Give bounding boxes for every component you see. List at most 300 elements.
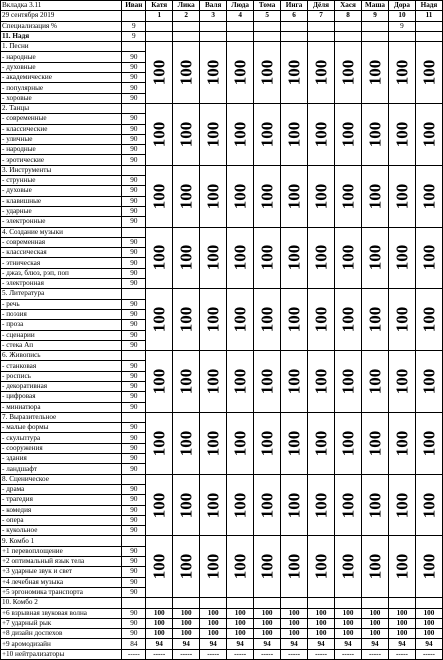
person-number: 2 <box>173 11 200 21</box>
block-value: 100 <box>365 492 385 518</box>
item-value: 90 <box>122 258 146 268</box>
combo2-value: 100 <box>254 618 281 628</box>
block-value: 100 <box>365 121 385 148</box>
item-value: 90 <box>122 330 146 340</box>
block-cell <box>362 165 389 227</box>
section-header-row <box>1 227 443 237</box>
block-cell <box>362 42 389 104</box>
empty-cell <box>254 21 281 31</box>
block-value: 100 <box>284 59 304 86</box>
block-cell <box>227 227 254 289</box>
block-cell <box>227 474 254 536</box>
empty-cell <box>308 31 335 41</box>
combo2-value: ----- <box>281 649 308 659</box>
block-cell <box>173 474 200 536</box>
block-value: 100 <box>230 183 250 209</box>
block-cell <box>362 474 389 536</box>
item-value: 90 <box>122 114 146 124</box>
combo2-value: 100 <box>173 629 200 639</box>
person-name: Иван <box>122 1 146 11</box>
block-cell <box>335 103 362 165</box>
item-label: - декоративная <box>1 381 122 391</box>
block-value: 100 <box>338 183 358 209</box>
block-cell <box>308 351 335 413</box>
combo2-value: 100 <box>388 608 415 618</box>
person-name: Маша <box>362 1 389 11</box>
item-label: - цифровая <box>1 392 122 402</box>
section-header-row <box>1 165 443 175</box>
block-value: 100 <box>419 245 439 271</box>
block-cell <box>281 351 308 413</box>
combo2-value: ----- <box>173 649 200 659</box>
item-value: 90 <box>122 546 146 556</box>
combo2-value: ----- <box>227 649 254 659</box>
block-cell <box>173 289 200 351</box>
combo2-value: 100 <box>388 618 415 628</box>
combo2-value: 100 <box>335 629 362 639</box>
block-value: 100 <box>176 59 196 86</box>
item-label: - стека Ап <box>1 340 122 350</box>
block-cell <box>335 474 362 536</box>
spec-row <box>1 21 443 31</box>
item-label: +4 лечебная музыка <box>1 577 122 587</box>
combo2-value: 100 <box>335 618 362 628</box>
block-value: 100 <box>365 430 385 457</box>
block-value: 100 <box>311 59 331 86</box>
item-value: 90 <box>122 299 146 309</box>
item-label: +5 эргономика транспорта <box>1 587 122 597</box>
block-value: 100 <box>176 306 196 333</box>
empty-cell <box>254 598 281 608</box>
combo2-value: 94 <box>146 639 173 649</box>
item-value: 90 <box>122 268 146 278</box>
empty-cell <box>173 598 200 608</box>
item-label: - речь <box>1 299 122 309</box>
combo2-value: 100 <box>146 608 173 618</box>
item-value: 90 <box>122 155 146 165</box>
section-header-row <box>1 103 443 113</box>
block-value: 100 <box>365 183 385 209</box>
block-cell <box>415 351 442 413</box>
block-cell <box>415 227 442 289</box>
block-value: 100 <box>365 245 385 271</box>
block-cell <box>308 227 335 289</box>
block-value: 100 <box>149 306 169 333</box>
block-value: 100 <box>257 368 277 395</box>
empty-cell <box>388 598 415 608</box>
block-value: 100 <box>365 59 385 86</box>
block-cell <box>281 165 308 227</box>
block-cell <box>415 289 442 351</box>
item-label: - электронная <box>1 279 122 289</box>
person-name: Валя <box>200 1 227 11</box>
combo2-label: +8 дизайн доспехов <box>1 629 122 639</box>
block-cell <box>308 474 335 536</box>
item-label: - струнные <box>1 176 122 186</box>
empty-cell <box>146 598 173 608</box>
combo2-value: 100 <box>415 629 442 639</box>
block-value: 100 <box>419 430 439 457</box>
item-label: - современные <box>1 114 122 124</box>
item-value: 90 <box>122 217 146 227</box>
block-cell <box>335 412 362 474</box>
item-value: 90 <box>122 145 146 155</box>
person-name: Люда <box>227 1 254 11</box>
person-number: 8 <box>335 11 362 21</box>
block-cell <box>146 351 173 413</box>
block-value: 100 <box>203 430 223 457</box>
item-label: - академические <box>1 73 122 83</box>
block-value: 100 <box>392 59 412 86</box>
block-cell <box>254 536 281 598</box>
block-value: 100 <box>203 121 223 148</box>
block-value: 100 <box>203 368 223 395</box>
block-value: 100 <box>392 492 412 518</box>
combo2-value: 100 <box>362 618 389 628</box>
empty-cell <box>146 31 173 41</box>
person-number: 3 <box>200 11 227 21</box>
block-value: 100 <box>311 430 331 457</box>
person-number: 5 <box>254 11 281 21</box>
empty-cell <box>362 598 389 608</box>
item-value: 90 <box>122 526 146 536</box>
item-label: - проза <box>1 320 122 330</box>
item-value: 90 <box>122 464 146 474</box>
spec-value: 9 <box>122 21 146 31</box>
combo2-value: 94 <box>415 639 442 649</box>
combo2-value: ----- <box>335 649 362 659</box>
combo2-value: 94 <box>335 639 362 649</box>
item-label: - трагедия <box>1 495 122 505</box>
block-value: 100 <box>149 368 169 395</box>
block-value: 100 <box>203 306 223 333</box>
header-row-names <box>1 1 443 11</box>
person-number: 10 <box>388 11 415 21</box>
block-value: 100 <box>203 492 223 518</box>
combo2-row <box>1 649 443 659</box>
block-value: 100 <box>230 368 250 395</box>
item-label: - опера <box>1 515 122 525</box>
block-cell <box>254 474 281 536</box>
empty-cell <box>200 21 227 31</box>
block-cell <box>200 289 227 351</box>
block-cell <box>146 289 173 351</box>
combo2-value: 94 <box>173 639 200 649</box>
block-value: 100 <box>284 430 304 457</box>
combo2-ivan-value: 90 <box>122 629 146 639</box>
block-value: 100 <box>284 306 304 333</box>
item-value: 90 <box>122 248 146 258</box>
item-value: 90 <box>122 62 146 72</box>
combo2-value: 94 <box>362 639 389 649</box>
block-value: 100 <box>419 183 439 209</box>
block-cell <box>146 103 173 165</box>
item-value: 90 <box>122 309 146 319</box>
block-value: 100 <box>203 59 223 86</box>
block-value: 100 <box>338 492 358 518</box>
block-value: 100 <box>149 59 169 86</box>
combo2-row <box>1 639 443 649</box>
block-cell <box>308 165 335 227</box>
block-cell <box>362 351 389 413</box>
item-value: 90 <box>122 320 146 330</box>
item-value: 90 <box>122 484 146 494</box>
block-cell <box>308 289 335 351</box>
item-label: - драма <box>1 484 122 494</box>
item-label: - популярные <box>1 83 122 93</box>
block-value: 100 <box>284 554 304 580</box>
block-value: 100 <box>149 492 169 518</box>
combo2-value: 94 <box>254 639 281 649</box>
combo2-value: 94 <box>281 639 308 649</box>
item-value: 90 <box>122 423 146 433</box>
item-value: 90 <box>122 433 146 443</box>
block-value: 100 <box>176 492 196 518</box>
combo2-value: ----- <box>146 649 173 659</box>
block-cell <box>200 474 227 536</box>
combo2-ivan-value: 90 <box>122 618 146 628</box>
section-title: 1. Песни <box>1 42 122 52</box>
item-label: - классическая <box>1 248 122 258</box>
block-cell <box>362 536 389 598</box>
combo2-ivan-value: 90 <box>122 608 146 618</box>
empty-cell <box>122 165 146 175</box>
block-value: 100 <box>338 306 358 333</box>
combo2-ivan-value: ----- <box>122 649 146 659</box>
item-label: +1 перевоплощение <box>1 546 122 556</box>
combo2-value: 100 <box>200 608 227 618</box>
person-name: Хася <box>335 1 362 11</box>
combo2-value: ----- <box>388 649 415 659</box>
block-cell <box>173 103 200 165</box>
item-value: 90 <box>122 557 146 567</box>
item-label: - современная <box>1 237 122 247</box>
block-cell <box>335 42 362 104</box>
item-value: 90 <box>122 124 146 134</box>
block-value: 100 <box>230 121 250 148</box>
block-cell <box>227 289 254 351</box>
empty-cell <box>388 31 415 41</box>
block-cell <box>308 42 335 104</box>
block-cell <box>254 351 281 413</box>
block-value: 100 <box>230 59 250 86</box>
block-cell <box>146 412 173 474</box>
block-value: 100 <box>284 245 304 271</box>
combo2-value: 94 <box>308 639 335 649</box>
block-value: 100 <box>392 183 412 209</box>
block-value: 100 <box>311 368 331 395</box>
block-cell <box>254 42 281 104</box>
item-label: - сценарии <box>1 330 122 340</box>
section-title: 9. Комбо 1 <box>1 536 122 546</box>
combo2-value: 100 <box>227 608 254 618</box>
block-cell <box>362 289 389 351</box>
block-cell <box>281 227 308 289</box>
block-cell <box>335 351 362 413</box>
block-value: 100 <box>311 492 331 518</box>
block-cell <box>415 42 442 104</box>
empty-cell <box>415 598 442 608</box>
section-title: 5. Литература <box>1 289 122 299</box>
block-cell <box>227 42 254 104</box>
block-cell <box>173 412 200 474</box>
block-value: 100 <box>257 59 277 86</box>
item-value: 90 <box>122 83 146 93</box>
item-value: 90 <box>122 237 146 247</box>
block-cell <box>308 536 335 598</box>
block-cell <box>415 412 442 474</box>
block-cell <box>146 474 173 536</box>
combo2-value: 100 <box>254 629 281 639</box>
item-value: 90 <box>122 186 146 196</box>
block-value: 100 <box>257 306 277 333</box>
empty-cell <box>200 598 227 608</box>
combo2-row <box>1 608 443 618</box>
block-value: 100 <box>392 121 412 148</box>
block-cell <box>200 165 227 227</box>
combo2-value: 100 <box>146 629 173 639</box>
item-label: +3 ударные звук и свет <box>1 567 122 577</box>
item-label: - эротические <box>1 155 122 165</box>
combo2-value: 100 <box>173 608 200 618</box>
empty-cell <box>122 227 146 237</box>
block-cell <box>281 289 308 351</box>
section-header-row <box>1 474 443 484</box>
item-value: 90 <box>122 361 146 371</box>
item-label: - миниатюра <box>1 402 122 412</box>
person-number: 9 <box>362 11 389 21</box>
nadya-row <box>1 31 443 41</box>
item-label: - роспись <box>1 371 122 381</box>
item-value: 90 <box>122 505 146 515</box>
combo2-header-row <box>1 598 443 608</box>
block-cell <box>146 165 173 227</box>
combo2-value: 100 <box>200 618 227 628</box>
combo2-value: 100 <box>415 608 442 618</box>
person-number: 6 <box>281 11 308 21</box>
block-cell <box>388 289 415 351</box>
block-value: 100 <box>257 183 277 209</box>
item-label: - кукольное <box>1 526 122 536</box>
item-label: - этническая <box>1 258 122 268</box>
empty-cell <box>335 21 362 31</box>
item-label: - классические <box>1 124 122 134</box>
block-cell <box>254 227 281 289</box>
item-value: 90 <box>122 340 146 350</box>
block-value: 100 <box>176 430 196 457</box>
block-value: 100 <box>257 121 277 148</box>
section-header-row <box>1 412 443 422</box>
empty-cell <box>173 21 200 31</box>
block-cell <box>200 103 227 165</box>
empty-cell <box>122 289 146 299</box>
block-cell <box>335 536 362 598</box>
block-cell <box>388 351 415 413</box>
combo2-value: 100 <box>308 618 335 628</box>
block-cell <box>173 351 200 413</box>
section-header-row <box>1 351 443 361</box>
item-value: 90 <box>122 206 146 216</box>
block-cell <box>335 289 362 351</box>
item-value: 90 <box>122 279 146 289</box>
block-value: 100 <box>284 492 304 518</box>
block-value: 100 <box>176 554 196 580</box>
block-cell <box>308 103 335 165</box>
person-number: 1 <box>146 11 173 21</box>
person-name: Лика <box>173 1 200 11</box>
item-value: 90 <box>122 52 146 62</box>
block-cell <box>388 474 415 536</box>
block-value: 100 <box>392 430 412 457</box>
block-cell <box>227 103 254 165</box>
block-cell <box>227 536 254 598</box>
empty-cell <box>335 31 362 41</box>
person-name: Инга <box>281 1 308 11</box>
block-cell <box>200 412 227 474</box>
block-value: 100 <box>230 492 250 518</box>
block-cell <box>200 227 227 289</box>
combo2-row <box>1 618 443 628</box>
empty-cell <box>362 21 389 31</box>
empty-cell <box>146 21 173 31</box>
block-cell <box>362 227 389 289</box>
block-cell <box>200 351 227 413</box>
combo2-value: 100 <box>281 608 308 618</box>
block-value: 100 <box>338 368 358 395</box>
block-value: 100 <box>365 368 385 395</box>
empty-cell <box>415 21 442 31</box>
empty-cell <box>227 31 254 41</box>
combo2-title: 10. Комбо 2 <box>1 598 122 608</box>
section-title: 7. Выразительное <box>1 412 122 422</box>
item-value: 90 <box>122 454 146 464</box>
combo2-value: 94 <box>388 639 415 649</box>
combo2-value: ----- <box>200 649 227 659</box>
empty-cell <box>281 21 308 31</box>
empty-cell <box>254 31 281 41</box>
section-header-row <box>1 42 443 52</box>
block-cell <box>173 165 200 227</box>
block-cell <box>415 536 442 598</box>
empty-cell <box>122 536 146 546</box>
item-value: 90 <box>122 392 146 402</box>
block-value: 100 <box>257 430 277 457</box>
block-value: 100 <box>338 59 358 86</box>
block-cell <box>335 165 362 227</box>
item-label: +2 оптимальный язык тела <box>1 557 122 567</box>
row11-label: 11. Надя <box>1 31 122 41</box>
block-cell <box>227 165 254 227</box>
combo2-value: 100 <box>281 618 308 628</box>
block-value: 100 <box>257 554 277 580</box>
combo2-value: ----- <box>308 649 335 659</box>
block-cell <box>388 103 415 165</box>
combo2-ivan-value: 84 <box>122 639 146 649</box>
block-value: 100 <box>338 430 358 457</box>
combo2-value: 100 <box>227 618 254 628</box>
item-label: - хоровые <box>1 93 122 103</box>
person-name: Надя <box>415 1 442 11</box>
spec-label: Специализация % <box>1 21 122 31</box>
combo2-value: ----- <box>254 649 281 659</box>
empty-cell <box>415 31 442 41</box>
block-value: 100 <box>419 492 439 518</box>
block-cell <box>254 289 281 351</box>
block-cell <box>254 103 281 165</box>
block-cell <box>146 536 173 598</box>
block-value: 100 <box>311 183 331 209</box>
item-label: - духовные <box>1 62 122 72</box>
